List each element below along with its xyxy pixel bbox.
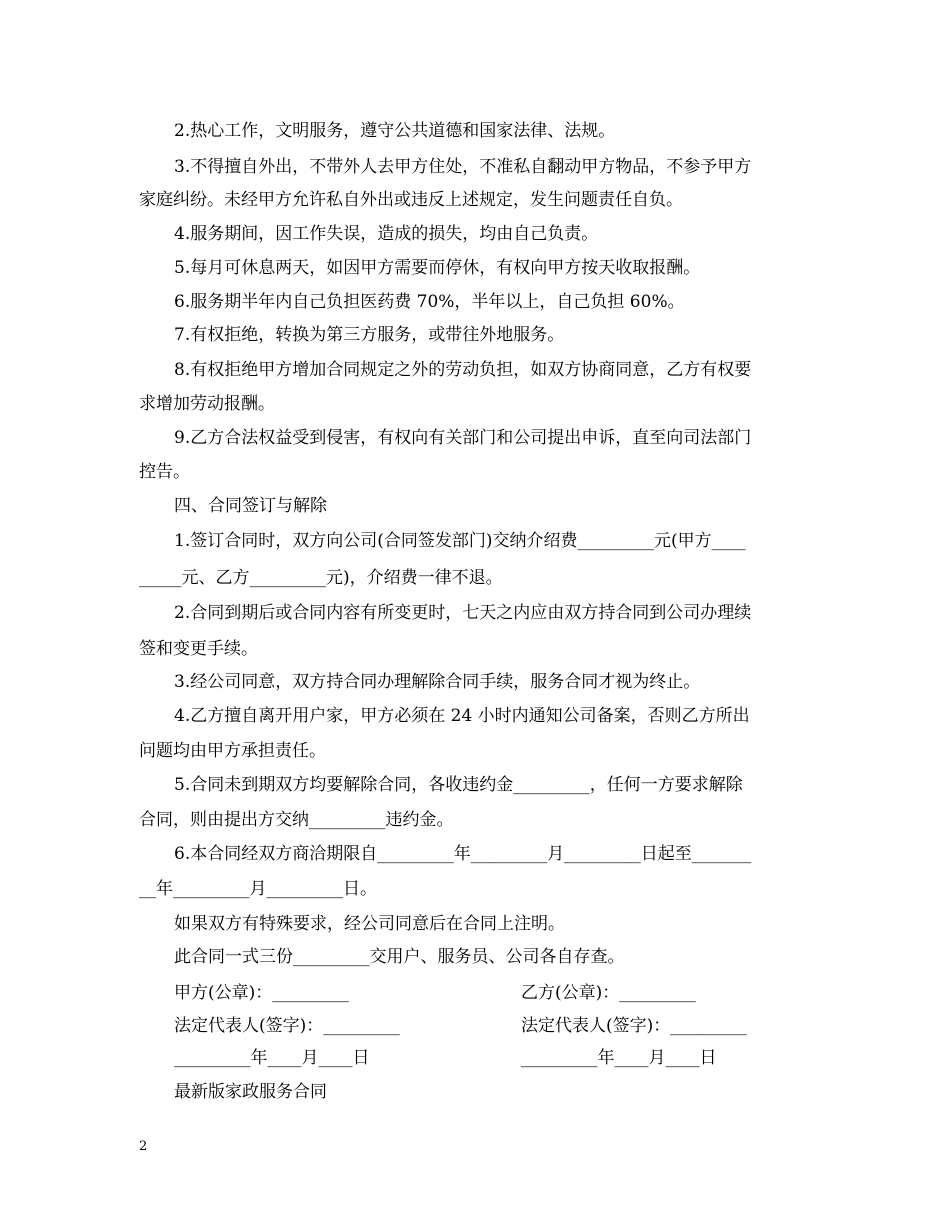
clause-5: 5.每月可休息两天，如因甲方需要而停休，有权向甲方按天收取报酬。 <box>174 258 701 278</box>
page-number: 2 <box>139 1139 148 1154</box>
sign-clause-4-cont: 问题均由甲方承担责任。 <box>139 741 326 761</box>
sign-clause-4: 4.乙方擅自离开用户家，甲方必须在 24 小时内通知公司备案，否则乙方所出 <box>174 706 750 726</box>
party-a-date: _________年____月____日 <box>174 1048 370 1068</box>
party-a-seal: 甲方(公章)：_________ <box>174 983 349 1003</box>
clause-8-cont: 求增加劳动报酬。 <box>139 394 275 414</box>
sign-clause-5: 5.合同未到期双方均要解除合同，各收违约金_________，任何一方要求解除 <box>174 775 743 795</box>
footer-title: 最新版家政服务合同 <box>174 1082 327 1102</box>
clause-8: 8.有权拒绝甲方增加合同规定之外的劳动负担，如双方协商同意，乙方有权要 <box>174 360 752 380</box>
clause-9-cont: 控告。 <box>139 462 190 482</box>
sign-clause-1-cont: _____元、乙方_________元)，介绍费一律不退。 <box>139 568 503 588</box>
sign-clause-2-cont: 签和变更手续。 <box>139 639 258 659</box>
clause-4: 4.服务期间，因工作失误，造成的损失，均由自己负责。 <box>174 224 599 244</box>
clause-7: 7.有权拒绝，转换为第三方服务，或带往外地服务。 <box>174 325 565 345</box>
sign-clause-3: 3.经公司同意，双方持合同办理解除合同手续，服务合同才视为终止。 <box>174 672 701 692</box>
party-b-seal: 乙方(公章)：_________ <box>521 983 696 1003</box>
clause-2: 2.热心工作，文明服务，遵守公共道德和国家法律、法规。 <box>174 121 616 141</box>
party-b-representative: 法定代表人(签字)：_________ <box>521 1016 747 1036</box>
section-heading: 四、合同签订与解除 <box>174 496 327 516</box>
clause-3: 3.不得擅自外出，不带外人去甲方住处，不准私自翻动甲方物品，不参予甲方 <box>174 157 752 177</box>
party-a-representative: 法定代表人(签字)：_________ <box>174 1016 400 1036</box>
sign-clause-6: 6.本合同经双方商洽期限自_________年_________月_________日起至_______ <box>174 844 752 864</box>
sign-clause-2: 2.合同到期后或合同内容有所变更时，七天之内应由双方持合同到公司办理续 <box>174 603 752 623</box>
sign-clause-5-cont: 合同，则由提出方交纳_________违约金。 <box>139 810 454 830</box>
sign-clause-6-cont: __年_________月_________日。 <box>139 879 377 899</box>
copies-note: 此合同一式三份_________交用户、服务员、公司各自存查。 <box>174 947 625 967</box>
special-requests: 如果双方有特殊要求，经公司同意后在合同上注明。 <box>174 914 565 934</box>
clause-6: 6.服务期半年内自己负担医药费 70%，半年以上，自己负担 60%。 <box>174 292 685 312</box>
party-b-date: _________年____月____日 <box>521 1048 717 1068</box>
clause-9: 9.乙方合法权益受到侵害，有权向有关部门和公司提出申诉，直至向司法部门 <box>174 428 752 448</box>
clause-3-cont: 家庭纠纷。未经甲方允许私自外出或违反上述规定，发生问题责任自负。 <box>139 190 683 210</box>
sign-clause-1: 1.签订合同时，双方向公司(合同签发部门)交纳介绍费_________元(甲方____ <box>174 531 746 551</box>
